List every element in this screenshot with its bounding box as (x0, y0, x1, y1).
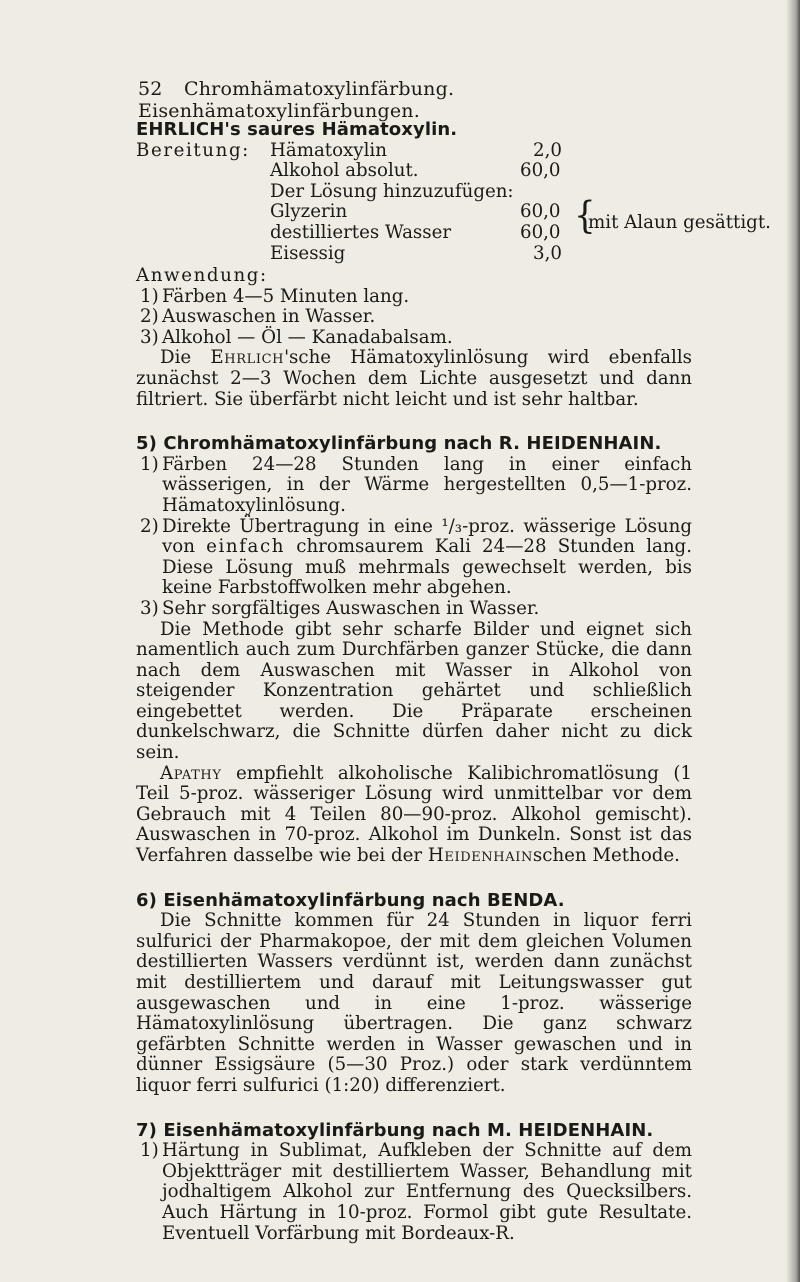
ingredient-name: destilliertes Wasser (270, 221, 452, 243)
running-title: Chromhämatoxylinfärbung. Eisenhämatoxylinfärbungen. (138, 78, 455, 122)
ingredient-name: Eisessig (270, 242, 346, 264)
ingredient-amount: 60,0 (520, 160, 561, 182)
ingredient-amount: 60,0 (520, 201, 561, 223)
ingredient-name: Alkohol absolut. (270, 160, 419, 182)
list-item: 1) Färben 4—5 Minuten lang. (140, 285, 410, 307)
recipe-instruction: Der Lösung hinzuzufügen: (270, 180, 514, 202)
section-title: 5) Chromhämatoxylinfärbung nach R. HEIDENHAIN. (136, 433, 662, 455)
brace-symbol: { (574, 193, 596, 238)
author-name: Heidenhain (427, 845, 533, 867)
list-item: 3) Sehr sorgfältiges Auswaschen in Wasser. (140, 597, 540, 619)
section-6 (136, 891, 692, 1097)
step-list (140, 455, 692, 620)
author-name: Ehrlich (210, 347, 285, 369)
paragraph: Die Schnitte kommen für 24 Stunden in liquor ferri sulfurici der Pharmakopoe, der mit dem gleichen Volumen destillierten Wassers verdünnt ist, werden dann zunächst mit destilliertem und darauf mit Leitungswasser gut ausgewaschen und in eine 1-proz. wässerige Hämatoxylinlösung übertragen. Die ganz schwarz gefärbten Schnitte werden in Wasser gewaschen und in dünner Essigsäure (5—30 Proz.) oder stark verdünntem liquor ferri sulfurici (1:20) differenziert. (136, 910, 692, 1096)
list-item: 3) Alkohol — Öl — Kanadabalsam. (140, 326, 453, 348)
paragraph: Apathy empfiehlt alkoholische Kalibichromatlösung (1 Teil 5-proz. wässeriger Lösung wird unmittelbar vor dem Gebrauch mit 4 Teilen 80—90-proz. Alkohol gemischt). Auswaschen in 70-proz. Alkohol im Dunkeln. Sonst ist das Verfahren dasselbe wie bei der Heidenhainschen Methode. (136, 762, 692, 867)
ingredient-name: Hämatoxylin (270, 139, 387, 161)
section-title: EHRLICH's saures Hämatoxylin. (136, 119, 458, 140)
ingredient-amount: 3,0 (533, 242, 562, 264)
section-title: 6) Eisenhämatoxylinfärbung nach BENDA. (136, 889, 565, 911)
section-ehrlich (136, 119, 771, 410)
paragraph: Die Ehrlich'sche Hämatoxylinlösung wird ebenfalls zunächst 2—3 Wochen dem Lichte ausgesetzt und dann filtriert. Sie überfärbt nicht leicht und ist sehr haltbar. (136, 347, 692, 410)
recipe-table (136, 139, 771, 287)
brace-note: mit Alaun gesättigt. (588, 211, 771, 233)
running-header (138, 78, 698, 122)
step-list (140, 287, 692, 349)
author-name: Apathy (160, 762, 222, 784)
list-item: 2) Auswaschen in Wasser. (140, 306, 376, 328)
step-list (140, 1141, 692, 1244)
bereitung-label: Bereitung: (136, 139, 250, 161)
ingredient-amount: 2,0 (533, 139, 562, 161)
list-item: 1) Härtung in Sublimat, Aufkleben der Schnitte auf dem Objektträger mit destilliertem Wasser, Behandlung mit jodhaltigem Alkohol zur Entfernung des Quecksilbers. Auch Härtung in 10-proz. Formol gibt gute Resultate. Eventuell Vorfärbung mit Bordeaux-R. (140, 1140, 692, 1244)
section-7 (136, 1121, 692, 1245)
page-edge-shadow (786, 0, 800, 1282)
section-title: 7) Eisenhämatoxylinfärbung nach M. HEIDENHAIN. (136, 1119, 654, 1141)
ingredient-amount: 60,0 (520, 221, 561, 243)
paragraph: Die Methode gibt sehr scharfe Bilder und eignet sich namentlich auch zum Durchfärben ganzer Stücke, die dann nach dem Auswaschen mit Wasser in Alkohol von steigender Konzentration gehärtet und schließlich eingebettet werden. Die Präparate erscheinen dunkelschwarz, die Schnitte dürfen daher nicht zu dick sein. (136, 618, 692, 764)
ingredient-name: Glyzerin (270, 201, 348, 223)
page-number: 52 (138, 78, 163, 100)
anwendung-label: Anwendung: (136, 264, 268, 286)
page-body (136, 118, 771, 1244)
section-5 (136, 434, 692, 866)
list-item: 2) Direkte Übertragung in eine ¹/₃-proz. wässerige Lösung von einfach chromsaurem Kali 24—28 Stunden lang. Diese Lösung muß mehrmals gewechselt werden, bis keine Farbstoffwolken mehr abgehen. (140, 515, 692, 599)
list-item: 1) Färben 24—28 Stunden lang in einer einfach wässerigen, in der Wärme hergestellten 0,5—1-proz. Hämatoxylinlösung. (140, 453, 692, 516)
